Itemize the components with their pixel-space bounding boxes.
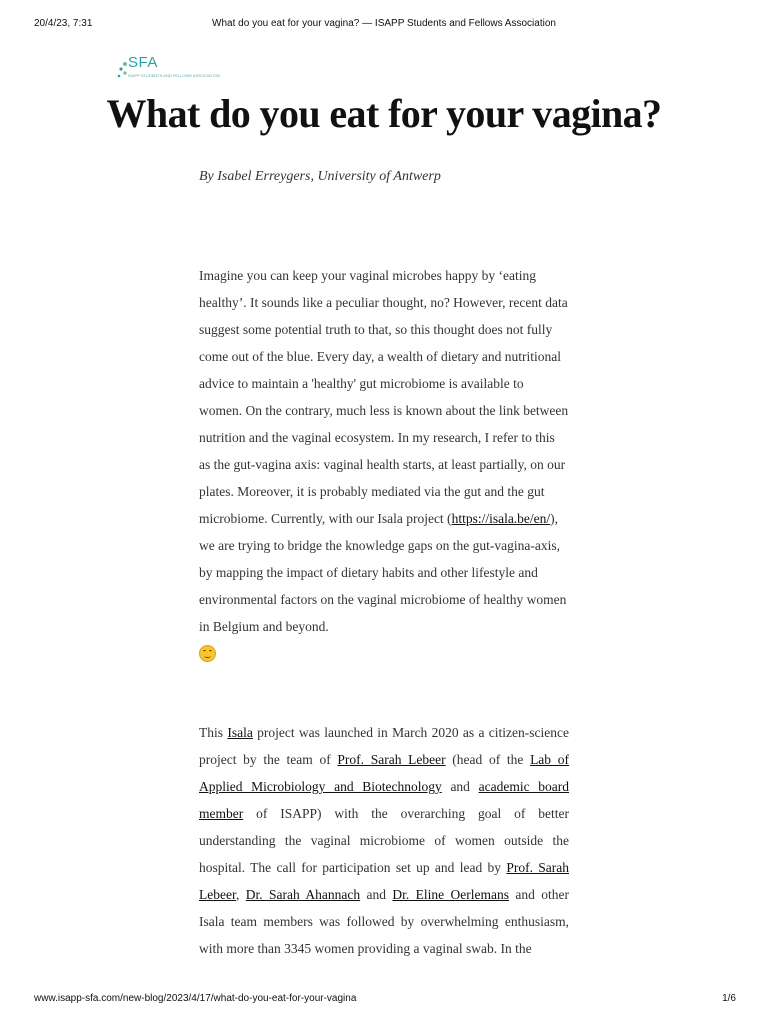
- sarah-ahannach-link[interactable]: Dr. Sarah Ahannach: [245, 887, 361, 902]
- sarah-lebeer-link[interactable]: Prof. Sarah Lebeer: [337, 752, 446, 767]
- print-date: 20/4/23, 7:31: [34, 18, 93, 29]
- isala-link[interactable]: Isala: [227, 725, 253, 740]
- paragraph-text: ,: [235, 887, 246, 902]
- print-header-title: What do you eat for your vagina? — ISAPP Students and Fellows Association: [212, 18, 556, 29]
- logo-subtext: ISAPP STUDENTS AND FELLOWS ASSOCIATION: [128, 73, 220, 78]
- isala-url-link[interactable]: https://isala.be/en/: [451, 511, 551, 526]
- sfa-logo[interactable]: [114, 54, 220, 84]
- article-paragraph-1: [199, 262, 569, 667]
- lab-link[interactable]: Lab of Applied Microbiology and Biotechnology: [199, 752, 569, 794]
- logo-text: SFA: [128, 54, 158, 71]
- emoji-line: [199, 640, 569, 667]
- paragraph-text: project was launched in March 2020 as a citizen-science project by the team of: [199, 725, 569, 767]
- print-footer-url: www.isapp-sfa.com/new-blog/2023/4/17/what-do-you-eat-for-your-vagina: [34, 993, 357, 1004]
- paragraph-text: of ISAPP) with the overarching goal of better understanding the vaginal microbiome of women outside the hospital. The call for participation set up and lead by: [199, 806, 569, 875]
- paragraph-text: This: [199, 725, 228, 740]
- paragraph-text: Imagine you can keep your vaginal microbes happy by ‘eating healthy’. It sounds like a peculiar thought, no? However, recent data suggest some potential truth to that, so this thought does not fully come out of the blue. Every day, a wealth of dietary and nutritional advice to maintain a 'healthy' gut microbiome is available to women. On the contrary, much less is known about the link between nutrition and the vaginal ecosystem. In my research, I refer to this as the gut-vagina axis: vaginal health starts, at least partially, on our plates. Moreover, it is probably mediated via the gut and the gut microbiome. Currently, with our Isala project (: [199, 268, 569, 526]
- sarah-lebeer-link-2[interactable]: Prof. Sarah Lebeer: [199, 860, 569, 902]
- paragraph-text: and other Isala team members was followed by overwhelming enthusiasm, with more than 3345 women providing a vaginal swab. In the: [199, 887, 569, 956]
- paragraph-text: and: [441, 779, 479, 794]
- paragraph-text: ), we are trying to bridge the knowledge gaps on the gut-vagina-axis, by mapping the impact of dietary habits and other lifestyle and environmental factors on the vaginal microbiome of healthy women in Belgium and beyond.: [199, 511, 567, 634]
- paragraph-text: (head of the: [445, 752, 531, 767]
- smiling-face-icon: [199, 645, 216, 662]
- article-paragraph-2: [199, 719, 569, 962]
- article-byline: By Isabel Erreygers, University of Antwerp: [199, 169, 441, 184]
- paragraph-text: and: [360, 887, 393, 902]
- logo-dots-icon: [116, 61, 128, 79]
- academic-board-link[interactable]: academic board member: [199, 779, 570, 821]
- print-page-number: 1/6: [722, 993, 736, 1004]
- eline-oerlemans-link[interactable]: Dr. Eline Oerlemans: [392, 887, 509, 902]
- article-title: What do you eat for your vagina?: [106, 91, 662, 136]
